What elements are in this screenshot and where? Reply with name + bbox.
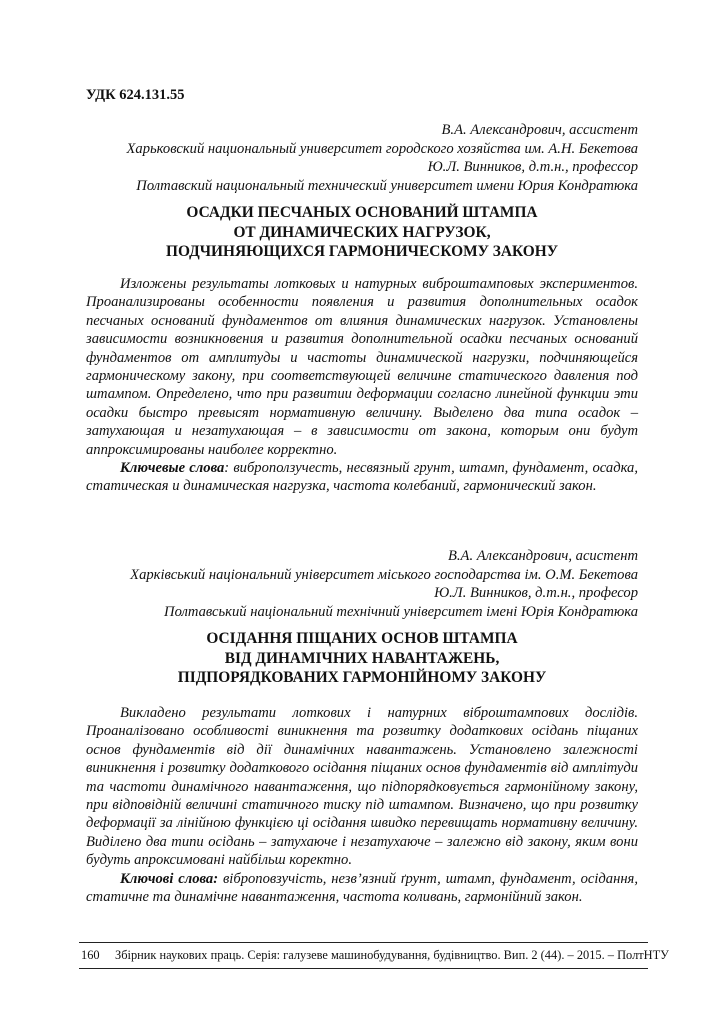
keywords-label: Ключевые слова bbox=[120, 460, 225, 477]
keywords-text: : виброползучесть, несвязный грунт, штамп, фундамент, осадка, статическая и динамическая нагрузка, частота колебаний, гармонический закон. bbox=[86, 460, 638, 495]
author-2-affiliation: Полтавский национальный технический университет имени Юрия Кондратюка bbox=[136, 177, 638, 194]
ukrainian-abstract: Викладено результати лоткових і натурних віброштампових дослідів. Проаналізовано особливості виникнення та розвитку додаткових осідань піщаних основ фундаментів від дії динамічних навантажень. Установлено залежності виникнення і розвитку додаткового осідання піщаних основ фундаментів від амплітуди та частоти динамічного навантаження, що підпорядковується гармонійному закону, при відповідній величині статичного тиску під штампом. Визначено, що при розвитку деформації за лінійною функцією ці осідання швидко перевищать нормативну величину. Виділено два типи осідань – затухаюче і незатухаюче – залежно від закону, яким вони будуть апроксимовані найбільш коректно. bbox=[86, 705, 638, 869]
russian-abstract-block bbox=[86, 275, 638, 496]
ukrainian-authors-block bbox=[130, 547, 638, 621]
russian-authors-block bbox=[126, 121, 638, 195]
ukrainian-title bbox=[86, 629, 638, 688]
title-line: ПІДПОРЯДКОВАНИХ ГАРМОНІЙНОМУ ЗАКОНУ bbox=[177, 669, 547, 686]
keywords-text: віброповзучість, незв’язний ґрунт, штамп, фундамент, осідання, статичне та динамічне навантаження, частота коливань, гармонійний закон. bbox=[86, 870, 638, 906]
author-2-name: Ю.Л. Винников, д.т.н., професор bbox=[434, 585, 638, 601]
author-1-name: В.А. Александрович, асистент bbox=[447, 548, 638, 564]
author-2-name: Ю.Л. Винников, д.т.н., профессор bbox=[427, 159, 638, 175]
page-number: 160 bbox=[81, 948, 100, 962]
title-line: ОСАДКИ ПЕСЧАНЫХ ОСНОВАНИЙ ШТАМПА bbox=[186, 204, 538, 221]
title-line: ОТ ДИНАМИЧЕСКИХ НАГРУЗОК, bbox=[233, 223, 491, 241]
title-line: ВІД ДИНАМІЧНИХ НАВАНТАЖЕНЬ, bbox=[224, 649, 500, 667]
russian-keywords bbox=[86, 459, 638, 496]
ukrainian-keywords bbox=[86, 870, 638, 907]
udk-code: УДК 624.131.55 bbox=[86, 87, 185, 103]
author-1-name: В.А. Александрович, ассистент bbox=[441, 122, 638, 138]
page-footer bbox=[79, 942, 669, 969]
title-line: ПОДЧИНЯЮЩИХСЯ ГАРМОНИЧЕСКОМУ ЗАКОНУ bbox=[165, 243, 559, 260]
russian-title bbox=[86, 203, 638, 262]
author-2-affiliation: Полтавський національний технічний університет імені Юрія Кондратюка bbox=[164, 603, 638, 620]
author-1-affiliation: Харьковский национальный университет городского хозяйства им. А.Н. Бекетова bbox=[126, 140, 638, 157]
title-line: ОСІДАННЯ ПІЩАНИХ ОСНОВ ШТАМПА bbox=[206, 630, 518, 647]
author-1-affiliation: Харківський національний університет міського господарства ім. О.М. Бекетова bbox=[130, 566, 638, 583]
russian-abstract: Изложены результаты лотковых и натурных виброштамповых экспериментов. Проанализированы особенности появления и развития дополнительных осадок песчаных оснований фундаментов от влияния динамических нагрузок. Установлены зависимости возникновения и развития дополнительной осадки песчаных оснований фундаментов от амплитуды и частоты динамической нагрузки, подчиняющейся гармоническому закону, при соответствующей величине статического давления под штампом. Определено, что при развитии деформации согласно линейной функции эти осадки быстро превысят нормативную величину. Выделено два типа осадок – затухающая и незатухающая – в зависимости от закона, которым они будут аппроксимированы наиболее корректно. bbox=[86, 276, 638, 458]
journal-citation: Збірник наукових праць. Серія: галузеве машинобудування, будівництво. Вип. 2 (44). – 2015. – ПолтНТУ bbox=[115, 948, 669, 962]
keywords-label: Ключові слова: bbox=[120, 870, 219, 887]
ukrainian-abstract-block bbox=[86, 704, 638, 906]
